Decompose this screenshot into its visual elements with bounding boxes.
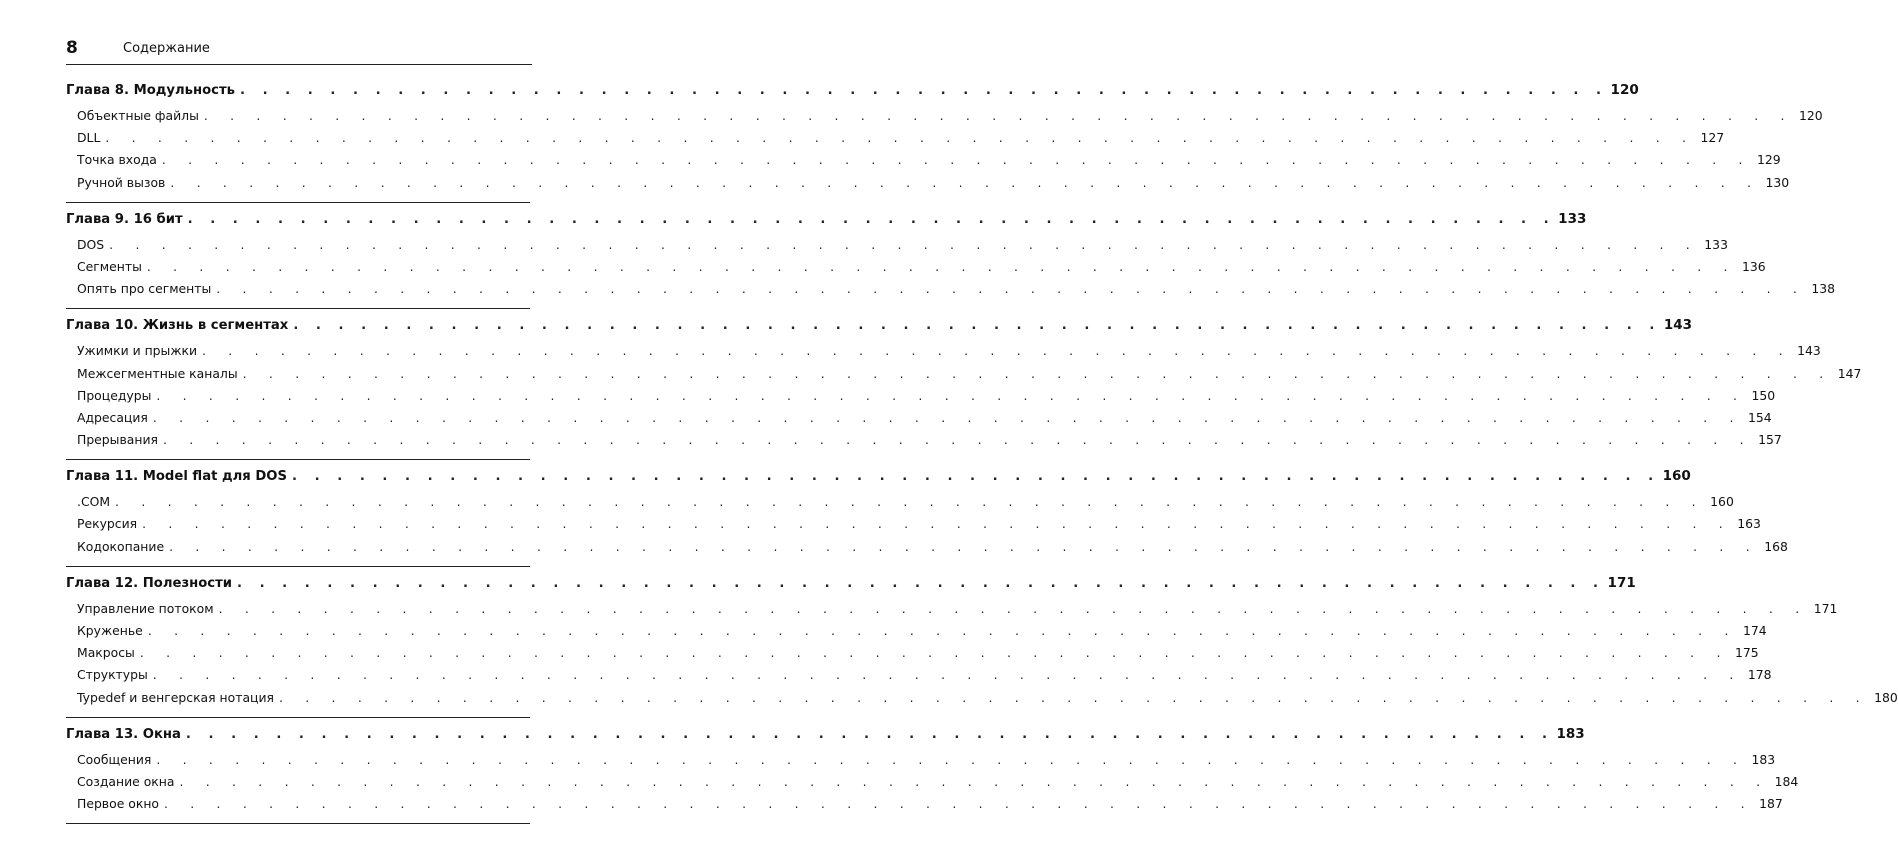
section-title: DOS (77, 236, 105, 252)
chapter-page-number: 183 (1556, 725, 1585, 742)
section-entry (66, 689, 1898, 712)
chapter-block (66, 317, 1862, 460)
chapter-entry (66, 210, 1587, 237)
section-title: Управление потоком (77, 600, 214, 616)
page-number: 8 (66, 38, 78, 58)
dot-leader: . . . . . . . . . . . . . . . . . . . . . . . . . . . . . . . . . . . . . . . . . . . . . . . . . . . . . . . . . . . . . (236, 575, 1605, 591)
section-page-number: 150 (1751, 387, 1776, 403)
section-title: Создание окна (77, 773, 175, 789)
section-page-number: 175 (1734, 645, 1759, 661)
dot-leader: . . . . . . . . . . . . . . . . . . . . . . . . . . . . . . . . . . . . . . . . . . . . . . . . . . . . . . . . . . . . . (292, 469, 1660, 485)
section-title: .COM (77, 494, 111, 510)
dot-leader: . . . . . . . . . . . . . . . . . . . . . . . . . . . . . . . . . . . . . . . . . . . . . . . . . . . . . . . . . . . . . (202, 343, 1792, 359)
section-title: Объектные файлы (77, 108, 199, 123)
section-entry (66, 108, 1823, 130)
dot-leader: . . . . . . . . . . . . . . . . . . . . . . . . . . . . . . . . . . . . . . . . . . . . . . . . . . . . . . . . . . . . . (152, 409, 1743, 425)
section-entry (66, 773, 1799, 796)
dot-leader: . . . . . . . . . . . . . . . . . . . . . . . . . . . . . . . . . . . . . . . . . . . . . . . . . . . . . . . . . . . . . (162, 432, 1753, 448)
section-page-number: 183 (1751, 751, 1776, 767)
section-entry (66, 387, 1776, 410)
section-entry (66, 130, 1725, 152)
section-page-number: 143 (1797, 343, 1821, 359)
section-entry (66, 667, 1772, 689)
dot-leader: . . . . . . . . . . . . . . . . . . . . . . . . . . . . . . . . . . . . . . . . . . . . . . . . . . . . . . . . . . . . . (216, 281, 1807, 297)
dot-leader: . . . . . . . . . . . . . . . . . . . . . . . . . . . . . . . . . . . . . . . . . . . . . . . . . . . . . . . . . . . . . (185, 726, 1554, 742)
chapter-entry (66, 468, 1691, 494)
section-entry (66, 409, 1772, 432)
section-title: Межсегментные каналы (77, 365, 238, 381)
section-page-number: 171 (1813, 600, 1838, 616)
section-page-number: 184 (1774, 773, 1799, 789)
section-page-number: 130 (1765, 174, 1790, 190)
chapter-title: Глава 11. Model flat для DOS (66, 469, 288, 485)
chapter-title: Глава 13. Окна (66, 726, 181, 742)
chapter-title: Глава 10. Жизнь в сегментах (66, 318, 289, 334)
dot-leader: . . . . . . . . . . . . . . . . . . . . . . . . . . . . . . . . . . . . . . . . . . . . . . . . . . . . . . . . . . . . . (187, 211, 1556, 227)
section-page-number: 147 (1837, 365, 1862, 381)
dot-leader: . . . . . . . . . . . . . . . . . . . . . . . . . . . . . . . . . . . . . . . . . . . . . . . . . . . . . . . . . . . . . (239, 83, 1608, 98)
chapter-entry (66, 82, 1639, 108)
dot-leader: . . . . . . . . . . . . . . . . . . . . . . . . . . . . . . . . . . . . . . . . . . . . . . . . . . . . . . . . . . . . . (156, 751, 1747, 767)
section-title: Точка входа (77, 152, 157, 168)
section-entry (66, 343, 1821, 365)
section-entry (66, 623, 1767, 645)
section-page-number: 163 (1737, 516, 1761, 532)
dot-leader: . . . . . . . . . . . . . . . . . . . . . . . . . . . . . . . . . . . . . . . . . . . . . . . . . . . . . . . . . . . . . (293, 318, 1661, 334)
section-page-number: 138 (1811, 281, 1836, 297)
section-title: Адресация (77, 409, 148, 425)
dot-leader: . . . . . . . . . . . . . . . . . . . . . . . . . . . . . . . . . . . . . . . . . . . . . . . . . . . . . . . . . . . . . (142, 516, 1732, 532)
chapter-block (66, 574, 1898, 718)
section-page-number: 180 (1874, 689, 1898, 705)
section-title: Опять про сегменты (77, 281, 212, 297)
section-entry (66, 751, 1776, 774)
section-page-number: 160 (1710, 494, 1734, 510)
dot-leader: . . . . . . . . . . . . . . . . . . . . . . . . . . . . . . . . . . . . . . . . . . . . . . . . . . . . . . . . . . . . . (203, 108, 1794, 123)
section-page-number: 133 (1704, 236, 1728, 252)
dot-leader: . . . . . . . . . . . . . . . . . . . . . . . . . . . . . . . . . . . . . . . . . . . . . . . . . . . . . . . . . . . . . (218, 600, 1809, 616)
table-of-contents (66, 82, 1898, 832)
section-entry (66, 796, 1783, 818)
chapter-entry (66, 725, 1585, 752)
chapter-page-number: 133 (1558, 210, 1587, 227)
chapter-title: Глава 8. Модульность (66, 83, 235, 98)
section-title: Прерывания (77, 432, 158, 448)
section-title: Первое окно (77, 796, 159, 812)
section-title: Макросы (77, 645, 135, 661)
section-entry (66, 365, 1862, 388)
chapter-entry (66, 574, 1636, 601)
section-entry (66, 516, 1761, 538)
chapter-page-number: 171 (1607, 574, 1636, 591)
section-title: Сообщения (77, 751, 152, 767)
section-entry (66, 432, 1782, 454)
section-page-number: 129 (1757, 152, 1781, 168)
chapter-title: Глава 12. Полезности (66, 575, 232, 591)
page-header (66, 36, 532, 65)
section-entry (66, 152, 1781, 174)
dot-leader: . . . . . . . . . . . . . . . . . . . . . . . . . . . . . . . . . . . . . . . . . . . . . . . . . . . . . . . . . . . . . (152, 667, 1743, 683)
section-entry (66, 600, 1838, 623)
section-title: Структуры (77, 667, 148, 683)
dot-leader: . . . . . . . . . . . . . . . . . . . . . . . . . . . . . . . . . . . . . . . . . . . . . . . . . . . . . . . . . . . . . (146, 258, 1737, 274)
dot-leader: . . . . . . . . . . . . . . . . . . . . . . . . . . . . . . . . . . . . . . . . . . . . . . . . . . . . . . . . . . . . . (278, 689, 1869, 705)
section-title: Круженье (77, 623, 143, 638)
dot-leader: . . . . . . . . . . . . . . . . . . . . . . . . . . . . . . . . . . . . . . . . . . . . . . . . . . . . . . . . . . . . . (147, 623, 1738, 638)
section-page-number: 174 (1742, 623, 1767, 638)
section-page-number: 168 (1764, 538, 1788, 554)
chapter-page-number: 120 (1610, 82, 1639, 98)
chapter-title: Глава 9. 16 бит (66, 211, 183, 227)
section-page-number: 136 (1741, 258, 1766, 274)
section-entry (66, 494, 1734, 516)
section-title: Процедуры (77, 387, 152, 403)
section-entry (66, 258, 1766, 281)
section-title: Сегменты (77, 258, 142, 274)
chapter-page-number: 160 (1662, 468, 1691, 485)
dot-leader: . . . . . . . . . . . . . . . . . . . . . . . . . . . . . . . . . . . . . . . . . . . . . . . . . . . . . . . . . . . . . (161, 152, 1752, 168)
section-entry (66, 645, 1759, 667)
chapter-entry (66, 317, 1693, 343)
section-page-number: 154 (1748, 409, 1772, 425)
dot-leader: . . . . . . . . . . . . . . . . . . . . . . . . . . . . . . . . . . . . . . . . . . . . . . . . . . . . . . . . . . . . . (170, 174, 1761, 190)
section-title: DLL (77, 130, 101, 146)
section-page-number: 187 (1759, 796, 1783, 812)
section-page-number: 120 (1799, 108, 1823, 123)
dot-leader: . . . . . . . . . . . . . . . . . . . . . . . . . . . . . . . . . . . . . . . . . . . . . . . . . . . . . . . . . . . . . (179, 773, 1770, 789)
dot-leader: . . . . . . . . . . . . . . . . . . . . . . . . . . . . . . . . . . . . . . . . . . . . . . . . . . . . . . . . . . . . . (164, 796, 1754, 812)
section-page-number: 127 (1700, 130, 1725, 146)
dot-leader: . . . . . . . . . . . . . . . . . . . . . . . . . . . . . . . . . . . . . . . . . . . . . . . . . . . . . . . . . . . . . (169, 538, 1759, 554)
section-title: Ручной вызов (77, 174, 166, 190)
dot-leader: . . . . . . . . . . . . . . . . . . . . . . . . . . . . . . . . . . . . . . . . . . . . . . . . . . . . . . . . . . . . . (109, 236, 1699, 252)
chapter-block (66, 468, 1788, 567)
dot-leader: . . . . . . . . . . . . . . . . . . . . . . . . . . . . . . . . . . . . . . . . . . . . . . . . . . . . . . . . . . . . . (105, 130, 1696, 146)
running-title: Содержание (123, 41, 210, 56)
section-title: Typedef и венгерская нотация (77, 689, 274, 705)
section-entry (66, 174, 1790, 197)
chapter-block (66, 210, 1836, 310)
chapter-block (66, 725, 1799, 825)
dot-leader: . . . . . . . . . . . . . . . . . . . . . . . . . . . . . . . . . . . . . . . . . . . . . . . . . . . . . . . . . . . . . (139, 645, 1730, 661)
section-entry (66, 538, 1788, 561)
chapter-block (66, 82, 1823, 203)
dot-leader: . . . . . . . . . . . . . . . . . . . . . . . . . . . . . . . . . . . . . . . . . . . . . . . . . . . . . . . . . . . . . (115, 494, 1705, 510)
section-entry (66, 236, 1728, 259)
section-page-number: 178 (1747, 667, 1772, 683)
section-title: Рекурсия (77, 516, 138, 532)
chapter-page-number: 143 (1663, 317, 1693, 334)
section-page-number: 157 (1758, 432, 1782, 448)
section-entry (66, 281, 1836, 303)
section-title: Ужимки и прыжки (77, 343, 198, 359)
dot-leader: . . . . . . . . . . . . . . . . . . . . . . . . . . . . . . . . . . . . . . . . . . . . . . . . . . . . . . . . . . . . . (156, 387, 1747, 403)
dot-leader: . . . . . . . . . . . . . . . . . . . . . . . . . . . . . . . . . . . . . . . . . . . . . . . . . . . . . . . . . . . . . (242, 365, 1833, 381)
section-title: Кодокопание (77, 538, 165, 554)
